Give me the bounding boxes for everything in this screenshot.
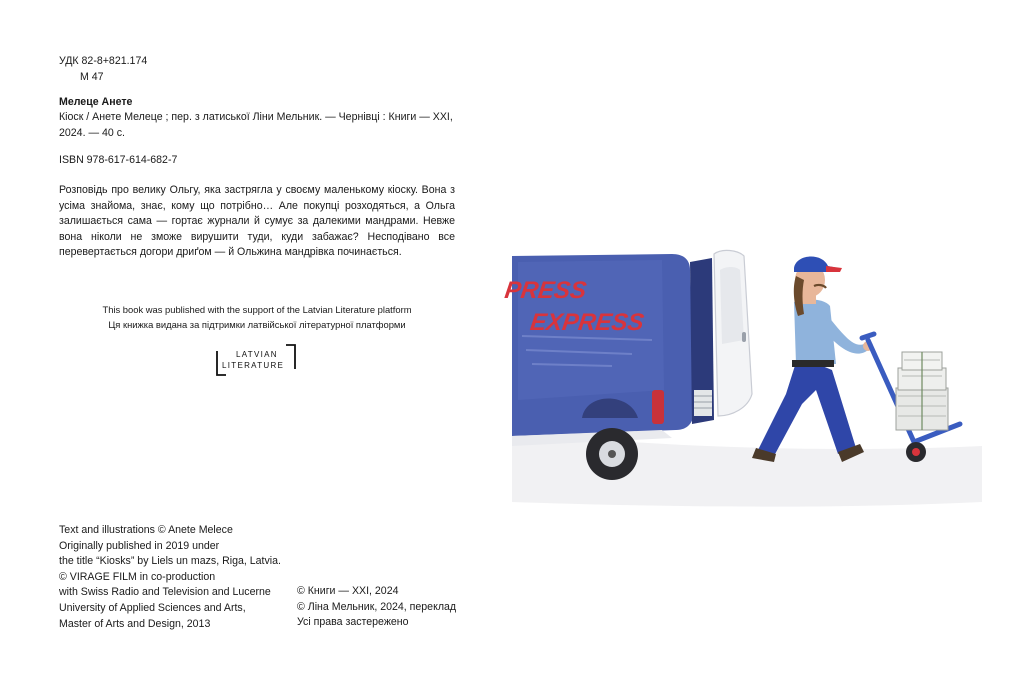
credit-line: with Swiss Radio and Television and Lucerne (59, 586, 271, 599)
latvian-literature-logo (215, 343, 297, 377)
van-text-press: PRESS (503, 277, 589, 304)
udk-classification (59, 54, 147, 85)
newspaper-stack-icon (896, 352, 948, 430)
credit-line: © VIRAGE FILM in co-production (59, 570, 216, 583)
copyright-line: © Ліна Мельник, 2024, переклад (297, 600, 457, 613)
right-page (503, 0, 1024, 682)
hand-truck (862, 334, 960, 462)
logo-line-literature: LITERATURE (222, 361, 285, 370)
support-note (59, 302, 455, 332)
isbn: ISBN 978-617-614-682-7 (59, 154, 178, 166)
copyright-notice (297, 584, 497, 631)
credit-line: Master of Arts and Design, 2013 (59, 617, 211, 630)
bibliographic-description: Кіоск / Анете Мелеце ; пер. з латиської Ліни Мельник. — Чернівці : Книги — XXI, 2024. — 40 с. (59, 111, 453, 139)
author-name: Мелеце Анете (59, 96, 133, 108)
credit-line: Text and illustrations © Anete Melece (59, 524, 233, 536)
copyright-line: Усі права застережено (297, 616, 409, 629)
author-code: М 47 (80, 70, 104, 83)
credit-line: the title “Kiosks” by Liels un mazs, Riga, Latvia. (59, 555, 281, 568)
logo-line-latvian: LATVIAN (236, 350, 278, 359)
credit-line: Originally published in 2019 under (59, 539, 220, 552)
annotation: Розповідь про велику Ольгу, яка застрягла у своєму маленькому кіоску. Вона з усіма знайома, знає, кому що потрібно… Але покупці розходяться, а Ольга залишається сама — гортає журнали й сумує за далекими мандрами. Невже вона ніколи не зможе вирушити туди, куди забажає? Несподівано все перевертається догори дриґом — й Ольжина мандрівка починається. (59, 184, 455, 259)
credits (59, 523, 299, 632)
logo-text (222, 349, 284, 371)
udk-number: УДК 82-8+821.174 (59, 55, 148, 67)
copyright-line: © Книги — XXI, 2024 (297, 585, 399, 597)
credit-line: University of Applied Sciences and Arts, (59, 601, 246, 614)
delivery-man (752, 256, 873, 462)
support-note-ukrainian: Ця книжка видана за підтримки латвійської літературної платформи (108, 319, 406, 330)
delivery-van-illustration (503, 240, 1024, 520)
van-text-express: EXPRESS (528, 309, 646, 336)
support-note-english: This book was published with the support of the Latvian Literature platform (102, 304, 412, 315)
